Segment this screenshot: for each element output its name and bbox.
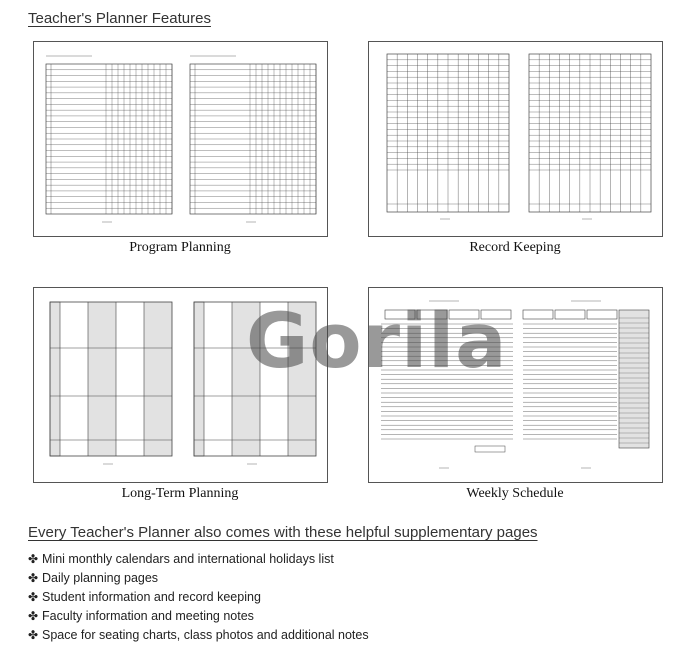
page-line bbox=[587, 310, 617, 319]
record-keeping-left-grid bbox=[385, 52, 511, 222]
list-item: ✤ Space for seating charts, class photos and additional notes bbox=[28, 626, 369, 645]
program-planning-left-page bbox=[42, 50, 176, 228]
bullet-icon: ✤ bbox=[28, 590, 39, 604]
record-keeping-caption: Record Keeping bbox=[469, 240, 561, 255]
page-line bbox=[475, 446, 505, 452]
list-item: ✤ Faculty information and meeting notes bbox=[28, 607, 369, 626]
record-keeping-panel bbox=[368, 41, 663, 237]
program-planning-panel bbox=[33, 41, 328, 237]
bullet-icon: ✤ bbox=[28, 571, 39, 585]
list-item: ✤ Mini monthly calendars and international holidays list bbox=[28, 550, 369, 569]
page-line bbox=[619, 310, 649, 448]
long-term-left-page bbox=[48, 300, 174, 468]
weekly-right-page bbox=[521, 298, 657, 474]
bullet-icon: ✤ bbox=[28, 552, 39, 566]
program-planning-left-grid bbox=[42, 50, 176, 228]
page-line bbox=[523, 310, 553, 319]
record-keeping-left-page bbox=[385, 52, 511, 222]
long-term-left-grid bbox=[48, 300, 174, 468]
record-keeping-right-grid bbox=[527, 52, 653, 222]
weekly-schedule-caption: Weekly Schedule bbox=[466, 486, 564, 501]
page-line bbox=[144, 302, 172, 456]
program-planning-right-grid bbox=[186, 50, 320, 228]
watermark-logo: Gorila bbox=[246, 296, 508, 385]
page-line bbox=[194, 302, 204, 456]
list-item: ✤ Daily planning pages bbox=[28, 569, 369, 588]
supplementary-list bbox=[28, 550, 369, 645]
page-line bbox=[50, 302, 60, 456]
features-heading: Teacher's Planner Features bbox=[28, 10, 211, 27]
bullet-icon: ✤ bbox=[28, 609, 39, 623]
supplementary-heading: Every Teacher's Planner also comes with these helpful supplementary pages bbox=[28, 524, 538, 541]
page-line bbox=[555, 310, 585, 319]
page-line bbox=[88, 302, 116, 456]
weekly-right-grid bbox=[521, 298, 657, 474]
program-planning-caption: Program Planning bbox=[129, 240, 231, 255]
record-keeping-right-page bbox=[527, 52, 653, 222]
bullet-icon: ✤ bbox=[28, 628, 39, 642]
program-planning-right-page bbox=[186, 50, 320, 228]
list-item: ✤ Student information and record keeping bbox=[28, 588, 369, 607]
long-term-planning-caption: Long-Term Planning bbox=[121, 486, 239, 501]
